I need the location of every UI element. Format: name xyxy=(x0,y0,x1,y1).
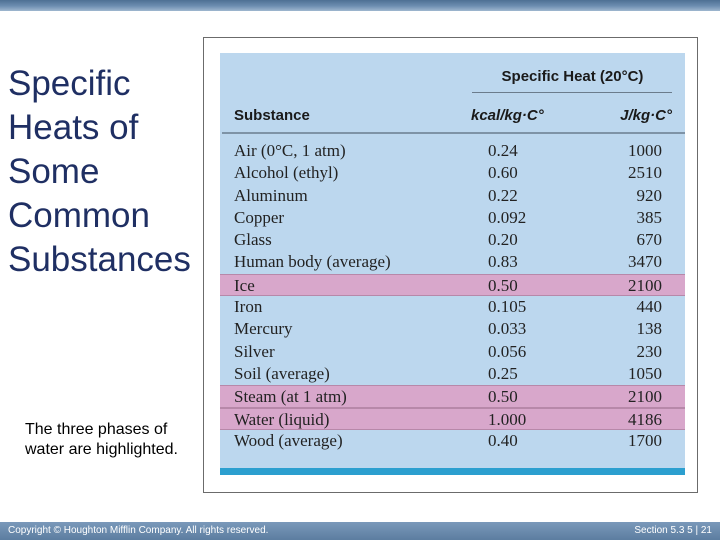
cell-joule: 2100 xyxy=(628,387,662,407)
cell-joule: 2100 xyxy=(628,275,662,295)
table-row-highlighted xyxy=(220,385,685,407)
title-line: Some xyxy=(8,152,100,191)
cell-substance: Steam (at 1 atm) xyxy=(234,387,347,407)
table-bottom-bar xyxy=(220,468,685,475)
cell-kcal: 0.092 xyxy=(488,207,527,227)
table-row-highlighted xyxy=(220,408,685,430)
cell-kcal: 0.056 xyxy=(488,341,527,361)
cell-substance: Wood (average) xyxy=(234,430,343,450)
cell-joule: 1000 xyxy=(628,141,662,160)
top-band xyxy=(0,0,720,11)
cell-kcal: 0.50 xyxy=(488,275,518,295)
table-row xyxy=(220,229,685,251)
table-row xyxy=(220,185,685,207)
cell-joule: 920 xyxy=(636,185,662,205)
cell-kcal: 0.22 xyxy=(488,185,518,205)
cell-kcal: 0.24 xyxy=(488,141,518,160)
table-row xyxy=(220,341,685,363)
cell-substance: Soil (average) xyxy=(234,363,330,383)
specific-heat-group-header: Specific Heat (20°C) xyxy=(501,68,644,85)
title-line: Specific xyxy=(8,64,131,103)
table-row xyxy=(220,318,685,340)
table-row xyxy=(220,140,685,162)
table-row-highlighted xyxy=(220,274,685,296)
cell-joule: 3470 xyxy=(628,252,662,272)
cell-joule: 1700 xyxy=(628,430,662,450)
cell-substance: Human body (average) xyxy=(234,252,391,272)
cell-joule: 440 xyxy=(636,297,662,317)
cell-kcal: 0.60 xyxy=(488,163,518,183)
cell-kcal: 0.20 xyxy=(488,230,518,250)
table-row xyxy=(220,430,685,452)
group-header-rule xyxy=(472,92,672,93)
cell-joule: 385 xyxy=(636,207,662,227)
table-row xyxy=(220,296,685,318)
cell-substance: Iron xyxy=(234,297,263,317)
cell-substance: Water (liquid) xyxy=(234,409,330,429)
title-line: Substances xyxy=(8,240,191,279)
cell-kcal: 0.25 xyxy=(488,363,518,383)
footer-bar xyxy=(0,522,720,540)
table-row xyxy=(220,207,685,229)
cell-kcal: 0.40 xyxy=(488,430,518,450)
cell-kcal: 0.83 xyxy=(488,252,518,272)
cell-substance: Silver xyxy=(234,341,275,361)
slide-title xyxy=(8,62,203,282)
cell-kcal: 0.50 xyxy=(488,387,518,407)
title-line: Common xyxy=(8,196,150,235)
table-row xyxy=(220,162,685,184)
column-header-substance: Substance xyxy=(234,107,310,124)
cell-joule: 2510 xyxy=(628,163,662,183)
cell-joule: 138 xyxy=(636,319,662,339)
cell-substance: Ice xyxy=(234,275,255,295)
cell-kcal: 0.105 xyxy=(488,297,527,317)
title-line: Heats of xyxy=(8,108,139,147)
caption: The three phases of water are highlighted. xyxy=(25,421,178,458)
section-page-number: Section 5.3 5 | 21 xyxy=(634,525,712,536)
table-row xyxy=(220,251,685,273)
cell-substance: Aluminum xyxy=(234,185,308,205)
cell-joule: 1050 xyxy=(628,363,662,383)
header-rule xyxy=(222,132,685,134)
cell-kcal: 1.000 xyxy=(488,409,527,429)
column-header-joule: J/kg·C° xyxy=(620,107,672,124)
cell-substance: Glass xyxy=(234,230,272,250)
cell-substance: Mercury xyxy=(234,319,293,339)
table-row xyxy=(220,363,685,385)
table-body xyxy=(220,140,685,452)
cell-joule: 4186 xyxy=(628,409,662,429)
cell-substance: Alcohol (ethyl) xyxy=(234,163,339,183)
cell-substance: Copper xyxy=(234,207,285,227)
cell-kcal: 0.033 xyxy=(488,319,527,339)
column-header-kcal: kcal/kg·C° xyxy=(471,107,544,124)
cell-substance: Air (0°C, 1 atm) xyxy=(234,141,346,160)
cell-joule: 230 xyxy=(636,341,662,361)
copyright-text: Copyright © Houghton Mifflin Company. All rights reserved. xyxy=(8,525,269,536)
cell-joule: 670 xyxy=(636,230,662,250)
